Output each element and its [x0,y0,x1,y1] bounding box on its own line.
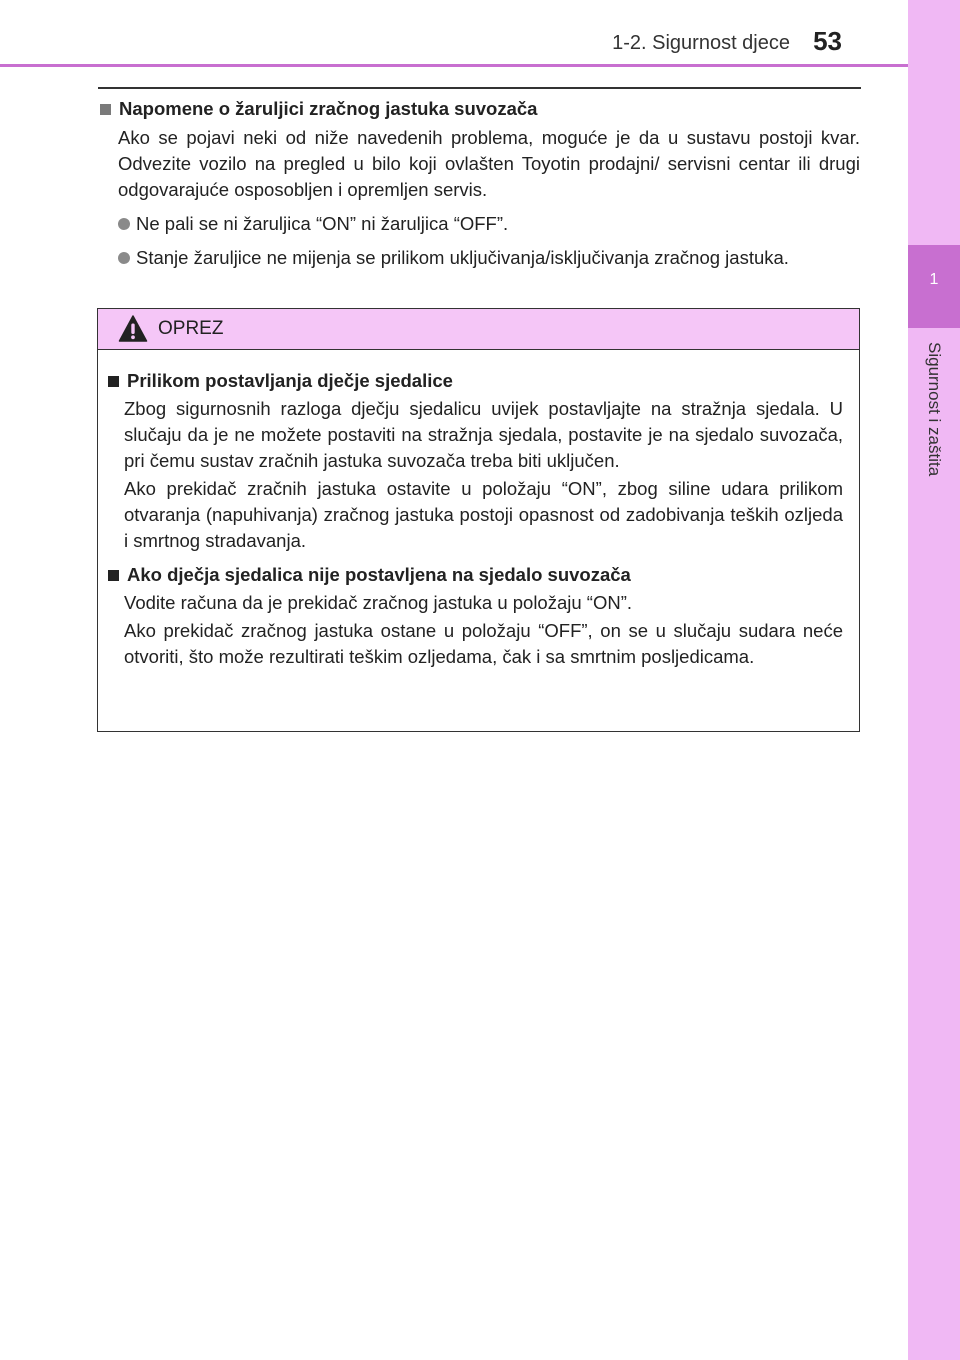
section-title: 1-2. Sigurnost djece [612,32,790,54]
circle-bullet-icon [118,218,130,230]
list-item-text: Stanje žaruljice ne mijenja se prilikom uključivanja/isključivanja zračnog jastuka. [136,247,789,268]
caution-body [98,350,859,670]
note-heading-text: Napomene o žaruljici zračnog jastuka suvozača [119,98,538,119]
airbag-light-note [98,96,860,271]
warning-triangle-icon [118,314,148,344]
caution-section-heading [106,562,843,588]
caution-box [97,308,860,732]
content-top-rule [98,87,861,89]
page-number: 53 [813,26,842,56]
chapter-label: Sigurnost i zaštita [925,342,944,477]
square-bullet-icon [108,570,119,581]
list-item [98,245,860,271]
list-item-text: Ne pali se ni žaruljica “ON” ni žaruljica “OFF”. [136,213,509,234]
page-header [0,0,908,64]
header-divider [0,64,908,67]
chapter-side-tab [908,0,960,1360]
note-heading [98,96,860,122]
caution-paragraph: Vodite računa da je prekidač zračnog jastuka u položaju “ON”. [124,592,633,613]
caution-paragraph: Ako prekidač zračnog jastuka ostane u položaju “OFF”, on se u slučaju sudara neće otvoriti, što može rezultirati teškim ozljedama, čak i sa smrtnim posljedicama. [124,620,843,667]
chapter-number: 1 [908,245,960,328]
caution-section [106,368,843,554]
caution-section [106,562,843,670]
caution-title: OPREZ [158,318,224,339]
caution-section-heading-text: Prilikom postavljanja dječje sjedalice [127,370,453,391]
note-intro: Ako se pojavi neki od niže navedenih problema, moguće je da u sustavu postoji kvar. Odvezite vozilo na pregled u bilo koji ovlašten Toyotin prodajni/ servisni centar ili drugi odgovarajuće osposobljen i opremljen servis. [118,127,860,200]
list-item [98,211,860,237]
caution-header [98,309,859,350]
caution-section-heading [106,368,843,394]
square-bullet-icon [108,376,119,387]
caution-paragraph: Zbog sigurnosnih razloga dječju sjedalicu uvijek postavljajte na stražnja sjedala. U slučaju da je ne možete postaviti na stražnja sjedala, postavite je na sjedalo suvozača, pri čemu sustav zračnih jastuka suvozača treba biti uključen. [124,398,843,471]
caution-paragraph: Ako prekidač zračnih jastuka ostavite u položaju “ON”, zbog siline udara prilikom otvaranja (napuhivanja) zračnog jastuka postoji opasnost od zadobivanja teških ozljeda i smrtnog stradavanja. [124,478,843,551]
caution-section-heading-text: Ako dječja sjedalica nije postavljena na sjedalo suvozača [127,564,631,585]
circle-bullet-icon [118,252,130,264]
square-bullet-icon [100,104,111,115]
